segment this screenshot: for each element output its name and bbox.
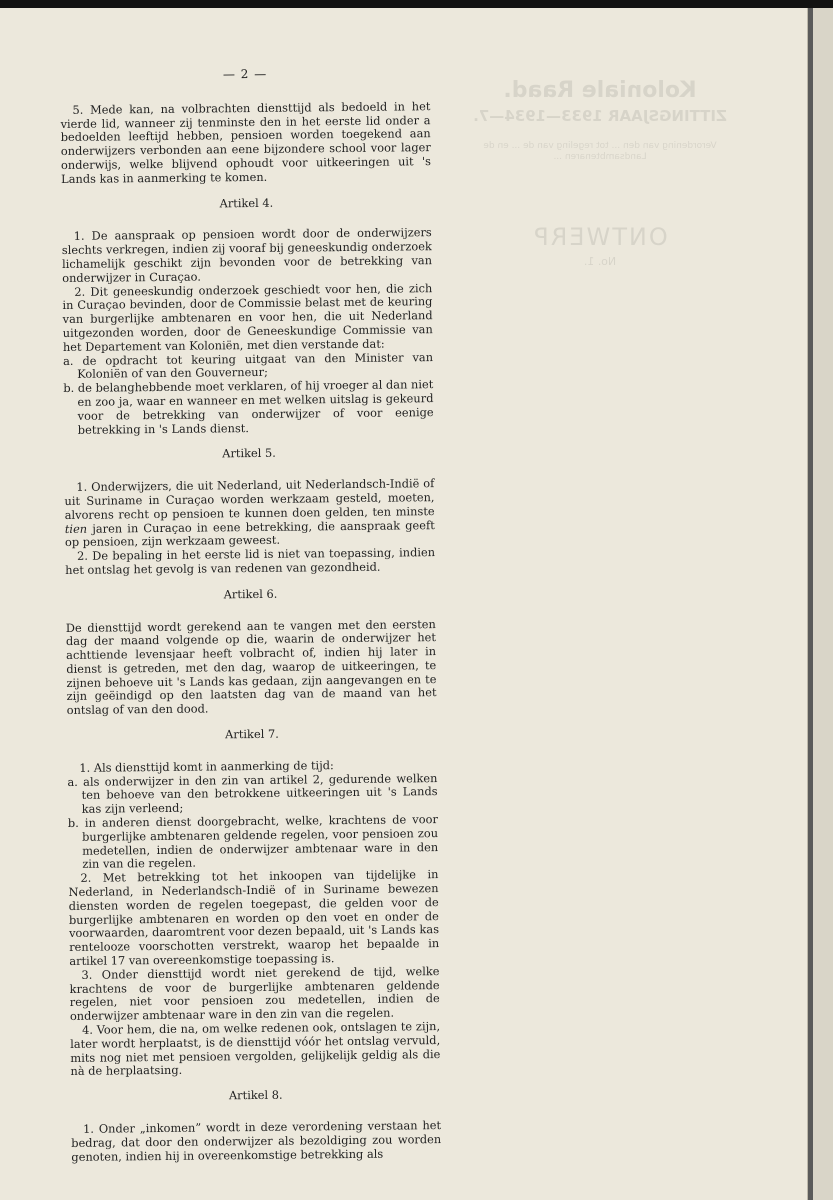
art4-para-1: 1. De aanspraak op pensioen wordt door de onderwijzers slechts verkregen, indien zij vooraf bij geneeskundig onderzoek lichamelijk geschikt zijn bevonden voor de betrekking van onderwijzer in Curaçao. xyxy=(61,225,433,285)
art4-para-2: 2. Dit geneeskundig onderzoek geschiedt voor hen, die zich in Curaçao bevinden, door de Commissie belast met de keuring van burgerlijke ambtenaren en voor hen, die uit Nederland uitgezonden worden, door de Geneeskundige Commissie van het Departement van Koloniën, met dien verstande dat: xyxy=(62,280,433,354)
art7-para-3: 3. Onder diensttijd wordt niet gerekend de tijd, welke krachtens de voor de burgerlijke ambtenaren geldende regelen, niet voor pensioen zou medetellen, indien de onderwijzer ambtenaar ware in den zin van die regelen. xyxy=(69,963,440,1024)
art7-para-4: 4. Voor hem, die na, om welke redenen ook, ontslagen te zijn, later wordt herplaatst, is de diensttijd vóór het ontslag vervuld, mits nog niet met pensioen vergolden, gelijkelijk geldig als die nà de herplaatsing. xyxy=(70,1019,441,1079)
art7-para-2: 2. Met betrekking tot het inkoopen van tijdelijke in Nederland, in Nederlandsch-Indië of in Suriname bewezen diensten worden de regelen toegepast, die gelden voor de burgerlijke ambtenaren en worden op den voet en onder de voorwaarden, daaromtrent voor dezen bepaald, uit 's Lands kas rentelooze voorschotten verstrekt, waarop het bepaalde in artikel 17 van overeenkomstige toepassing is. xyxy=(68,867,440,968)
article-8-heading: Artikel 8. xyxy=(228,1087,283,1103)
article-5-heading: Artikel 5. xyxy=(222,446,276,461)
art6-para-1: De diensttijd wordt gerekend aan te vangen met den eersten dag der maand volgende op die, waarin de onderwijzer het achttiende levensjaar heeft volbracht of, indien hij later in dienst is getreden, met den dag, waarop de uitkeeringen, te zijnen behoeve uit 's Lands kas gedaan, zijn aangevangen en te zijn geëindigd op den laatsten dag van de maand van het ontslag of van den dood. xyxy=(65,616,437,718)
article-7-heading: Artikel 7. xyxy=(225,726,279,742)
page-number: — 2 — xyxy=(222,66,268,82)
scanner-edge xyxy=(0,0,833,8)
art7-item-b: b. in anderen dienst doorgebracht, welke, krachtens de voor burgerlijke ambtenaren geldende regelen, voor pensioen zou medetellen, indien de onderwijzer ambtenaar ware in den zin van die regelen. xyxy=(67,812,439,872)
art4-item-a: a. de opdracht tot keuring uitgaat van den Minister van Koloniën of van den Gouverneur; xyxy=(62,349,434,382)
art5-para-1 xyxy=(64,477,435,550)
art5-para-2: 2. De bepaling in het eerste lid is niet van toepassing, indien het ontslag het gevolg is van redenen van gezondheid. xyxy=(65,545,436,577)
article-6-heading: Artikel 6. xyxy=(223,586,278,602)
book-spine xyxy=(808,8,813,1200)
ghost-ontwerp: ONTWERP xyxy=(532,223,668,251)
ghost-note: Verordening van den ... tot regeling van de ... en de Landsambtenaren ... xyxy=(483,141,717,162)
art7-para-1: 1. Als diensttijd komt in aanmerking de tijd: xyxy=(79,758,334,775)
document-page xyxy=(0,8,808,1200)
article-4-heading: Artikel 4. xyxy=(219,195,274,210)
ghost-nr: No. 1. xyxy=(583,255,617,268)
art4-item-b: b. de belanghebbende moet verklaren, of hij vroeger al dan niet en zoo ja, waar en wanneer en met welken uitslag is gekeurd voor de betrekking van onderwijzer of voor eenige betrekking in 's Lands dienst. xyxy=(63,377,434,437)
art8-para-1: 1. Onder „inkomen” wordt in deze verordening verstaan het bedrag, dat door den onderwijzer als bezoldiging zou worden genoten, indien hij in overeenkomstige betrekking als xyxy=(71,1118,442,1164)
next-page-edge xyxy=(813,8,833,1200)
ghost-title: Koloniale Raad. xyxy=(503,78,697,103)
art5-para-1-end: jaren in Curaçao in eene betrekking, die aanspraak geeft op pensioen, zijn werkzaam geweest. xyxy=(64,517,435,550)
paragraph-5: 5. Mede kan, na volbrachten diensttijd als bedoeld in het vierde lid, wanneer zij tenminste den in het eerste lid onder a bedoelden leeftijd hebben, pensioen worden toegekend aan onderwijzers verbonden aan eene bijzondere school voor lager onderwijs, welke blijvend ophoudt voor uitkeeringen uit 's Lands kas in aanmerking te komen. xyxy=(60,98,432,186)
page-text xyxy=(60,66,441,1164)
art5-emphasis: tien xyxy=(64,521,88,536)
bleed-through-text xyxy=(470,78,730,498)
ghost-session: ZITTINGSJAAR 1933—1934—7. xyxy=(473,107,727,125)
art7-item-a: a. als onderwijzer in den zin van artikel 2, gedurende welken ten behoeve van den betrokkene uitkeeringen uit 's Lands kas zijn verleend; xyxy=(67,770,438,817)
art5-para-1-start: 1. Onderwijzers, die uit Nederland, uit Nederlandsch-Indië of uit Suriname in Curaçao worden werkzaam gesteld, moeten, alvorens recht op pensioen te kunnen doen gelden, ten minste xyxy=(64,476,435,522)
